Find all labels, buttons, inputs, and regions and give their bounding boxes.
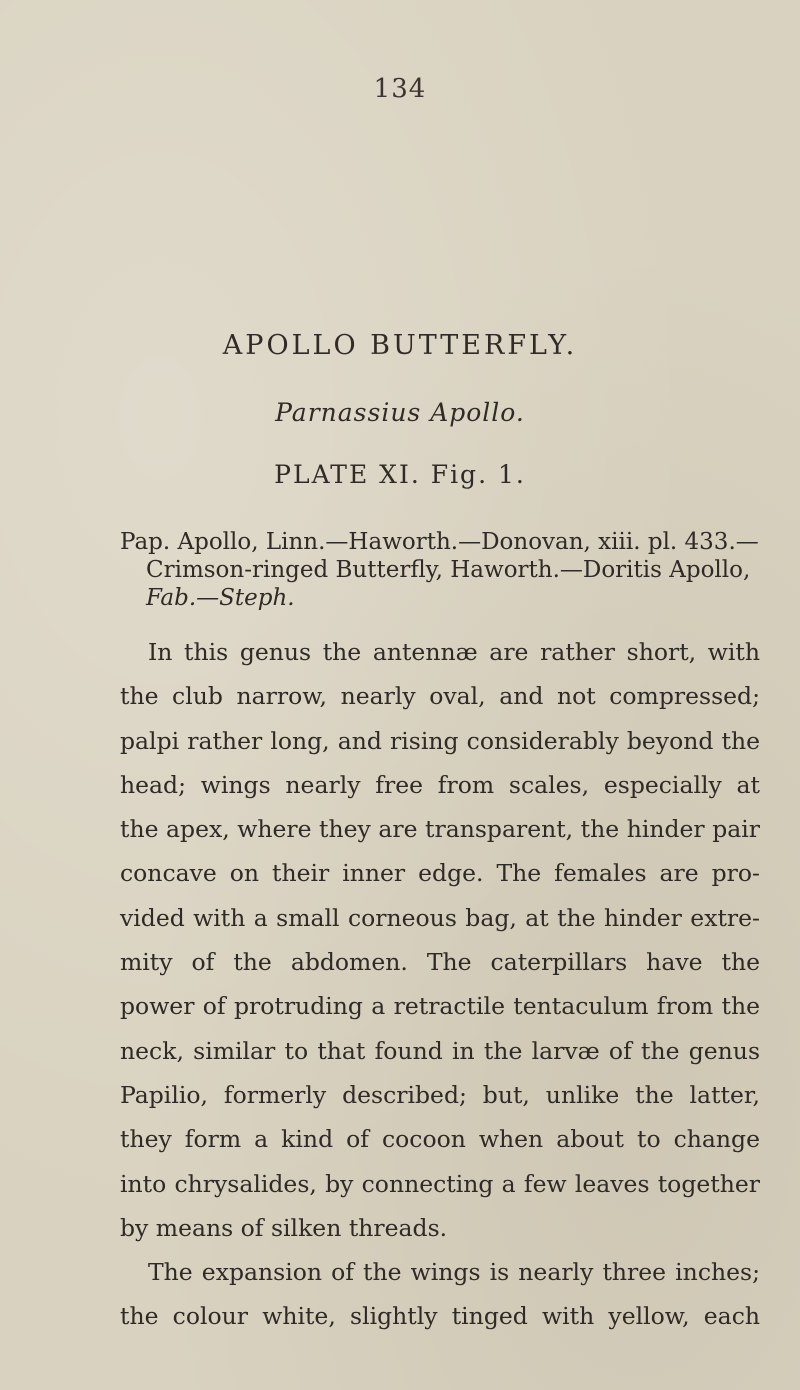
body-text xyxy=(120,630,760,1339)
body-line: vided with a small corneous bag, at the hinder extre- xyxy=(120,903,760,932)
chapter-title: APOLLO BUTTERFLY. xyxy=(222,330,578,361)
body-line: the colour white, slightly tinged with yellow, each xyxy=(120,1302,760,1331)
synonymy-line: Fab.—Steph. xyxy=(146,585,295,611)
page-number: 134 xyxy=(373,74,427,104)
body-line: palpi rather long, and rising considerably beyond the xyxy=(120,726,760,755)
body-line: mity of the abdomen. The caterpillars have the xyxy=(120,948,760,977)
body-line: concave on their inner edge. The females are pro- xyxy=(120,859,760,888)
body-line: into chrysalides, by connecting a few leaves together xyxy=(120,1169,760,1198)
synonymy-line: Crimson-ringed Butterfly, Haworth.—Doritis Apollo, xyxy=(146,557,751,583)
body-line: power of protruding a retractile tentaculum from the xyxy=(120,992,760,1021)
body-line: The expansion of the wings is nearly three inches; xyxy=(148,1258,760,1287)
synonymy-block xyxy=(120,528,760,612)
body-line: neck, similar to that found in the larvæ of the genus xyxy=(120,1036,760,1065)
body-line: the club narrow, nearly oval, and not compressed; xyxy=(120,682,760,711)
scientific-name: Parnassius Apollo. xyxy=(275,398,525,427)
body-line: head; wings nearly free from scales, especially at xyxy=(120,770,760,799)
body-line: Papilio, formerly described; but, unlike the latter, xyxy=(120,1080,760,1109)
plate-reference: PLATE XI. Fig. 1. xyxy=(274,460,526,489)
body-line: by means of silken threads. xyxy=(120,1213,448,1242)
synonymy-line: Pap. Apollo, Linn.—Haworth.—Donovan, xiii. pl. 433.— xyxy=(120,529,759,555)
body-line: In this genus the antennæ are rather short, with xyxy=(148,638,760,666)
body-line: they form a kind of cocoon when about to change xyxy=(120,1125,760,1154)
body-line: the apex, where they are transparent, the hinder pair xyxy=(120,815,760,844)
